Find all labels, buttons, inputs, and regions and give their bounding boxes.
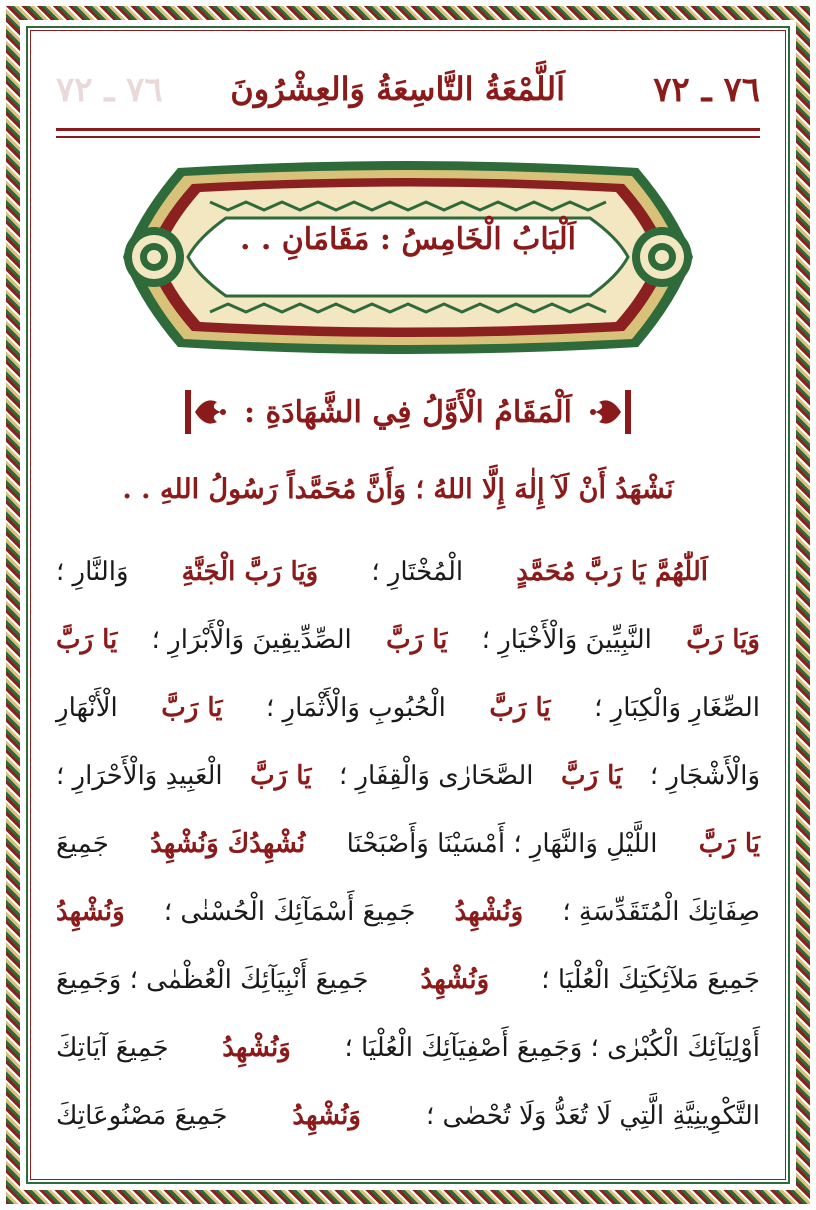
highlighted-phrase: اَللّٰهُمَّ يَا رَبَّ مُحَمَّدٍ: [516, 557, 708, 587]
highlighted-phrase: وَنُشْهِدُ: [292, 1101, 361, 1131]
ornament-left-icon: [181, 388, 231, 436]
highlighted-phrase: يَا رَبَّ: [386, 625, 448, 655]
text-segment: جَمِيعَ أَنْبِيَآئِكَ الْعُظْمٰى ؛ وَجَمِيعَ: [56, 965, 369, 995]
highlighted-phrase: وَنُشْهِدُ: [222, 1033, 291, 1063]
text-segment: الصَّحَارٰى وَالْقِفَارِ ؛: [338, 761, 534, 791]
text-segment: جَمِيعَ آيَاتِكَ: [56, 1033, 169, 1063]
text-segment: الْحُبُوبِ وَالْأَثْمَارِ ؛: [266, 693, 446, 723]
text-line: [56, 878, 760, 946]
text-segment: الصِّدِّيقِينَ وَالْأَبْرَارِ ؛: [151, 625, 352, 655]
highlighted-phrase: يَا رَبَّ: [161, 693, 223, 723]
highlighted-phrase: وَنُشْهِدُ: [56, 897, 125, 927]
text-line: [56, 674, 760, 742]
text-segment: أَوْلِيَآئِكَ الْكُبْرٰى ؛ وَجَمِيعَ أَصْفِيَآئِكَ الْعُلْيَا ؛: [344, 1033, 760, 1063]
text-segment: الْمُخْتَارِ ؛: [371, 557, 464, 587]
highlighted-phrase: يَا رَبَّ: [250, 761, 312, 791]
text-line: [56, 810, 760, 878]
section-title: اَلْمَقَامُ الْأَوَّلُ فِي الشَّهَادَةِ :: [244, 394, 572, 430]
text-segment: وَالنَّارِ ؛: [56, 557, 129, 587]
text-segment: جَمِيعَ أَسْمَآئِكَ الْحُسْنٰى ؛: [163, 897, 416, 927]
highlighted-phrase: يَا رَبَّ: [698, 829, 760, 859]
text-segment: التَّكْوِينِيَّةِ الَّتِي لَا تُعَدُّ وَلَا تُحْصٰى ؛: [425, 1101, 760, 1131]
text-line: [56, 742, 760, 810]
text-segment: صِفَاتِكَ الْمُتَقَدِّسَةِ ؛: [562, 897, 760, 927]
highlighted-phrase: وَنُشْهِدُ: [454, 897, 524, 927]
header-rule-top: [56, 128, 760, 131]
banner-title: اَلْبَابُ الْخَامِسُ : مَقَامَانِ . .: [239, 222, 577, 257]
text-segment: الصِّغَارِ وَالْكِبَارِ ؛: [594, 693, 760, 723]
highlighted-phrase: وَيَا رَبَّ الْجَنَّةِ: [181, 557, 319, 587]
text-segment: الْعَبِيدِ وَالْأَحْرَارِ ؛: [56, 761, 223, 791]
section-heading: [56, 388, 760, 448]
header-rule-bottom: [56, 136, 760, 138]
highlighted-phrase: وَيَا رَبَّ: [686, 625, 760, 655]
page-header: [56, 70, 760, 120]
highlighted-phrase: نُشْهِدُكَ وَنُشْهِدُ: [150, 829, 306, 859]
text-segment: وَالْأَشْجَارِ ؛: [649, 761, 760, 791]
text-line: [56, 606, 760, 674]
text-line: [56, 1082, 760, 1150]
highlighted-phrase: يَا رَبَّ: [56, 625, 118, 655]
text-line: [56, 538, 760, 606]
ornament-right-icon: [585, 388, 635, 436]
text-line: [56, 1014, 760, 1082]
highlighted-phrase: يَا رَبَّ: [561, 761, 623, 791]
highlighted-phrase: يَا رَبَّ: [489, 693, 551, 723]
text-segment: الْأَنْهَارِ: [56, 693, 118, 723]
text-line: [56, 946, 760, 1014]
text-segment: جَمِيعَ مَلآئِكَتِكَ الْعُلْيَا ؛: [541, 965, 760, 995]
banner-ornament: [118, 160, 698, 355]
text-segment: اللَّيْلِ وَالنَّهَارِ ؛ أَمْسَيْنَا وَأَصْبَحْنَا: [346, 829, 658, 859]
page-range: ٧٦ ـ ٧٢: [653, 70, 760, 110]
shahada-line: نَشْهَدُ أَنْ لَآ إِلٰهَ إِلَّا اللهُ ؛ وَأَنَّ مُحَمَّداً رَسُولُ اللهِ . .: [122, 474, 674, 505]
text-segment: جَمِيعَ مَصْنُوعَاتِكَ: [56, 1101, 228, 1131]
text-segment: جَمِيعَ: [56, 829, 109, 859]
highlighted-phrase: وَنُشْهِدُ: [420, 965, 490, 995]
chapter-title: اَللَّمْعَةُ التَّاسِعَةُ وَالعِشْرُونَ: [230, 70, 565, 108]
chapter-banner: [118, 160, 698, 355]
body-text: [56, 538, 760, 1150]
bleed-through-page-range: ٧٦ ـ ٧٢: [56, 70, 163, 110]
text-segment: النَّبِيِّينَ وَالْأَخْيَارِ ؛: [481, 625, 652, 655]
